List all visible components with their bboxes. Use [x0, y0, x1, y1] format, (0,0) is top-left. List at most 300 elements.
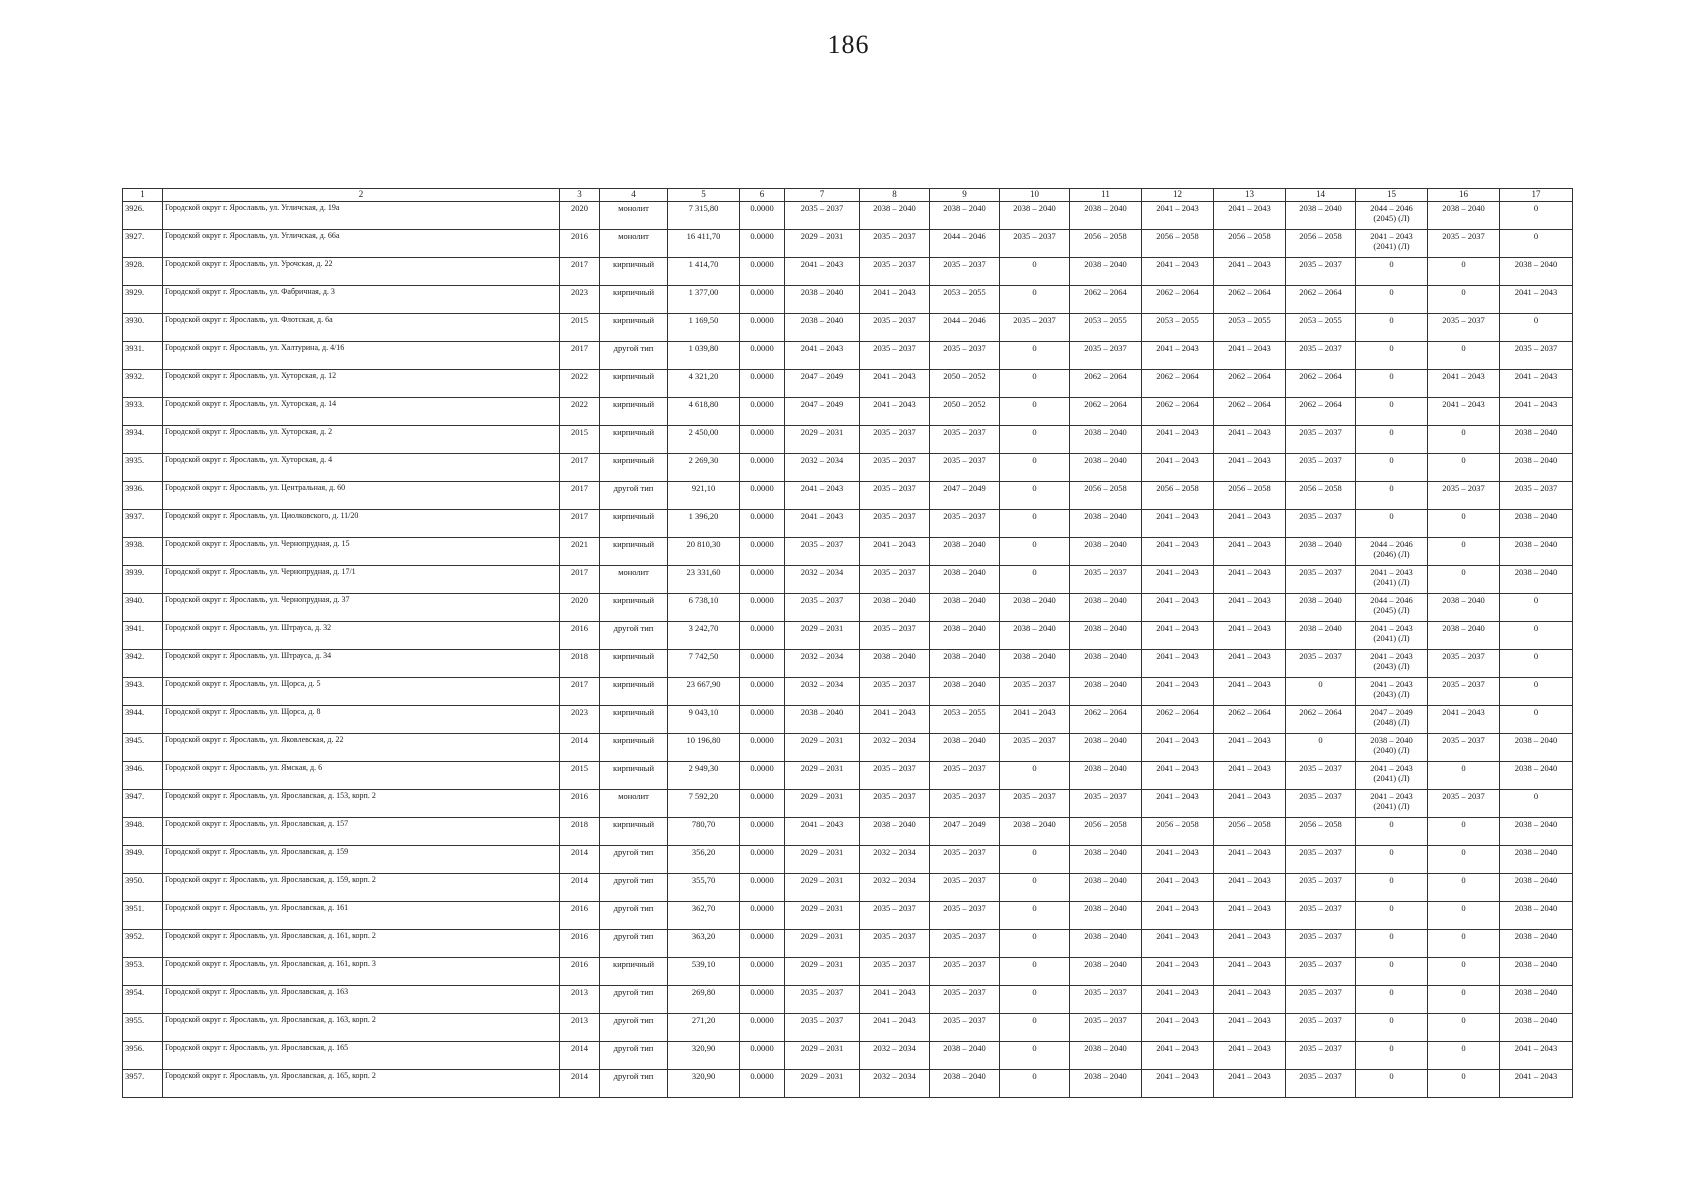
period-col-16-cell: 0	[1428, 930, 1500, 958]
coefficient-cell: 0.0000	[740, 902, 785, 930]
period-col-11-cell: 2038 – 2040	[1070, 678, 1142, 706]
period-col-8-cell: 2035 – 2037	[860, 566, 930, 594]
period-col-8-cell: 2035 – 2037	[860, 678, 930, 706]
period-col-13-cell: 2041 – 2043	[1214, 930, 1286, 958]
coefficient-cell: 0.0000	[740, 734, 785, 762]
period-col-13-cell: 2062 – 2064	[1214, 706, 1286, 734]
period-col-16-cell: 2035 – 2037	[1428, 482, 1500, 510]
period-col-11-cell: 2062 – 2064	[1070, 370, 1142, 398]
period-col-9-cell: 2035 – 2037	[930, 986, 1000, 1014]
period-col-9-cell: 2035 – 2037	[930, 846, 1000, 874]
record-number-cell: 3935.	[123, 454, 163, 482]
record-number-cell: 3955.	[123, 1014, 163, 1042]
period-col-14-cell: 2035 – 2037	[1286, 762, 1356, 790]
period-col-17-cell: 0	[1500, 594, 1573, 622]
period-col-17-cell: 2038 – 2040	[1500, 510, 1573, 538]
period-col-17-cell: 0	[1500, 230, 1573, 258]
period-col-14-cell: 2035 – 2037	[1286, 650, 1356, 678]
period-col-7-cell: 2032 – 2034	[785, 566, 860, 594]
wall-material-cell: кирпичный	[600, 258, 668, 286]
period-col-10-cell: 2041 – 2043	[1000, 706, 1070, 734]
period-col-12-cell: 2041 – 2043	[1142, 454, 1214, 482]
period-col-15-cell: 2041 – 2043 (2041) (Л)	[1356, 622, 1428, 650]
table-row	[123, 538, 1573, 566]
table-row	[123, 790, 1573, 818]
area-cell: 3 242,70	[668, 622, 740, 650]
table-row	[123, 482, 1573, 510]
wall-material-cell: кирпичный	[600, 706, 668, 734]
period-col-13-cell: 2041 – 2043	[1214, 342, 1286, 370]
address-cell: Городской округ г. Ярославль, ул. Хуторская, д. 4	[163, 454, 560, 482]
period-col-17-cell: 2038 – 2040	[1500, 958, 1573, 986]
table-row	[123, 398, 1573, 426]
period-col-9-cell: 2035 – 2037	[930, 342, 1000, 370]
table-row	[123, 622, 1573, 650]
coefficient-cell: 0.0000	[740, 622, 785, 650]
area-cell: 269,80	[668, 986, 740, 1014]
period-col-16-cell: 0	[1428, 510, 1500, 538]
period-col-17-cell: 2038 – 2040	[1500, 454, 1573, 482]
record-number-cell: 3926.	[123, 202, 163, 230]
period-col-14-cell: 2035 – 2037	[1286, 342, 1356, 370]
period-col-16-cell: 2035 – 2037	[1428, 790, 1500, 818]
wall-material-cell: кирпичный	[600, 762, 668, 790]
period-col-8-cell: 2035 – 2037	[860, 258, 930, 286]
period-col-14-cell: 2035 – 2037	[1286, 566, 1356, 594]
table-row	[123, 986, 1573, 1014]
period-col-17-cell: 2041 – 2043	[1500, 370, 1573, 398]
period-col-7-cell: 2029 – 2031	[785, 1042, 860, 1070]
period-col-15-cell: 0	[1356, 1042, 1428, 1070]
period-col-17-cell: 2038 – 2040	[1500, 986, 1573, 1014]
wall-material-cell: монолит	[600, 790, 668, 818]
period-col-15-cell: 2041 – 2043 (2041) (Л)	[1356, 790, 1428, 818]
period-col-12-cell: 2053 – 2055	[1142, 314, 1214, 342]
coefficient-cell: 0.0000	[740, 874, 785, 902]
address-cell: Городской округ г. Ярославль, ул. Ярославская, д. 161, корп. 2	[163, 930, 560, 958]
period-col-7-cell: 2041 – 2043	[785, 510, 860, 538]
year-cell: 2017	[560, 510, 600, 538]
page-number: 186	[827, 30, 870, 59]
year-cell: 2015	[560, 426, 600, 454]
period-col-9-cell: 2053 – 2055	[930, 706, 1000, 734]
address-cell: Городской округ г. Ярославль, ул. Ямская, д. 6	[163, 762, 560, 790]
period-col-17-cell: 2038 – 2040	[1500, 566, 1573, 594]
period-col-16-cell: 2041 – 2043	[1428, 706, 1500, 734]
record-number-cell: 3937.	[123, 510, 163, 538]
period-col-13-cell: 2041 – 2043	[1214, 1070, 1286, 1098]
period-col-14-cell: 2038 – 2040	[1286, 594, 1356, 622]
coefficient-cell: 0.0000	[740, 202, 785, 230]
address-cell: Городской округ г. Ярославль, ул. Штрауса, д. 32	[163, 622, 560, 650]
period-col-15-cell: 0	[1356, 314, 1428, 342]
period-col-13-cell: 2041 – 2043	[1214, 958, 1286, 986]
period-col-12-cell: 2056 – 2058	[1142, 482, 1214, 510]
address-cell: Городской округ г. Ярославль, ул. Циолковского, д. 11/20	[163, 510, 560, 538]
coefficient-cell: 0.0000	[740, 1014, 785, 1042]
area-cell: 355,70	[668, 874, 740, 902]
wall-material-cell: кирпичный	[600, 650, 668, 678]
period-col-13-cell: 2041 – 2043	[1214, 454, 1286, 482]
period-col-16-cell: 0	[1428, 426, 1500, 454]
period-col-12-cell: 2041 – 2043	[1142, 734, 1214, 762]
period-col-9-cell: 2038 – 2040	[930, 566, 1000, 594]
coefficient-cell: 0.0000	[740, 482, 785, 510]
year-cell: 2023	[560, 286, 600, 314]
record-number-cell: 3952.	[123, 930, 163, 958]
address-cell: Городской округ г. Ярославль, ул. Ярославская, д. 161	[163, 902, 560, 930]
period-col-14-cell: 2035 – 2037	[1286, 790, 1356, 818]
year-cell: 2015	[560, 314, 600, 342]
period-col-8-cell: 2041 – 2043	[860, 286, 930, 314]
wall-material-cell: кирпичный	[600, 286, 668, 314]
period-col-16-cell: 0	[1428, 958, 1500, 986]
year-cell: 2017	[560, 258, 600, 286]
table-row	[123, 566, 1573, 594]
year-cell: 2016	[560, 902, 600, 930]
period-col-13-cell: 2062 – 2064	[1214, 286, 1286, 314]
period-col-8-cell: 2035 – 2037	[860, 482, 930, 510]
period-col-9-cell: 2038 – 2040	[930, 1042, 1000, 1070]
period-col-16-cell: 2041 – 2043	[1428, 370, 1500, 398]
period-col-16-cell: 2038 – 2040	[1428, 594, 1500, 622]
period-col-11-cell: 2053 – 2055	[1070, 314, 1142, 342]
address-cell: Городской округ г. Ярославль, ул. Угличская, д. 66а	[163, 230, 560, 258]
period-col-8-cell: 2041 – 2043	[860, 706, 930, 734]
period-col-9-cell: 2035 – 2037	[930, 874, 1000, 902]
table-row	[123, 370, 1573, 398]
year-cell: 2022	[560, 370, 600, 398]
period-col-14-cell: 2035 – 2037	[1286, 426, 1356, 454]
table-row	[123, 902, 1573, 930]
period-col-12-cell: 2041 – 2043	[1142, 930, 1214, 958]
period-col-10-cell: 2038 – 2040	[1000, 622, 1070, 650]
year-cell: 2014	[560, 1042, 600, 1070]
period-col-8-cell: 2035 – 2037	[860, 230, 930, 258]
address-cell: Городской округ г. Ярославль, ул. Чернопрудная, д. 37	[163, 594, 560, 622]
period-col-11-cell: 2038 – 2040	[1070, 1070, 1142, 1098]
record-number-cell: 3939.	[123, 566, 163, 594]
period-col-12-cell: 2062 – 2064	[1142, 370, 1214, 398]
address-cell: Городской округ г. Ярославль, ул. Хуторская, д. 2	[163, 426, 560, 454]
period-col-14-cell: 2062 – 2064	[1286, 398, 1356, 426]
period-col-17-cell: 0	[1500, 650, 1573, 678]
area-cell: 16 411,70	[668, 230, 740, 258]
period-col-17-cell: 0	[1500, 706, 1573, 734]
area-cell: 271,20	[668, 1014, 740, 1042]
period-col-9-cell: 2038 – 2040	[930, 202, 1000, 230]
period-col-12-cell: 2041 – 2043	[1142, 958, 1214, 986]
period-col-11-cell: 2062 – 2064	[1070, 398, 1142, 426]
period-col-15-cell: 2041 – 2043 (2041) (Л)	[1356, 566, 1428, 594]
period-col-8-cell: 2041 – 2043	[860, 986, 930, 1014]
wall-material-cell: кирпичный	[600, 958, 668, 986]
period-col-12-cell: 2041 – 2043	[1142, 258, 1214, 286]
period-col-8-cell: 2041 – 2043	[860, 370, 930, 398]
period-col-14-cell: 2035 – 2037	[1286, 874, 1356, 902]
period-col-12-cell: 2041 – 2043	[1142, 1070, 1214, 1098]
period-col-15-cell: 0	[1356, 986, 1428, 1014]
year-cell: 2021	[560, 538, 600, 566]
period-col-15-cell: 0	[1356, 1014, 1428, 1042]
period-col-13-cell: 2041 – 2043	[1214, 650, 1286, 678]
period-col-10-cell: 2038 – 2040	[1000, 594, 1070, 622]
period-col-10-cell: 0	[1000, 538, 1070, 566]
area-cell: 363,20	[668, 930, 740, 958]
table-row	[123, 1042, 1573, 1070]
period-col-9-cell: 2035 – 2037	[930, 1014, 1000, 1042]
area-cell: 1 396,20	[668, 510, 740, 538]
area-cell: 6 738,10	[668, 594, 740, 622]
period-col-15-cell: 0	[1356, 398, 1428, 426]
period-col-13-cell: 2041 – 2043	[1214, 258, 1286, 286]
period-col-16-cell: 0	[1428, 846, 1500, 874]
column-header: 11	[1070, 189, 1142, 202]
column-header: 5	[668, 189, 740, 202]
table-body	[123, 202, 1573, 1098]
period-col-16-cell: 2035 – 2037	[1428, 650, 1500, 678]
address-cell: Городской округ г. Ярославль, ул. Ярославская, д. 163	[163, 986, 560, 1014]
period-col-17-cell: 2038 – 2040	[1500, 818, 1573, 846]
address-cell: Городской округ г. Ярославль, ул. Хуторская, д. 12	[163, 370, 560, 398]
period-col-9-cell: 2050 – 2052	[930, 398, 1000, 426]
period-col-15-cell: 0	[1356, 874, 1428, 902]
period-col-10-cell: 0	[1000, 846, 1070, 874]
year-cell: 2018	[560, 650, 600, 678]
period-col-8-cell: 2032 – 2034	[860, 846, 930, 874]
coefficient-cell: 0.0000	[740, 958, 785, 986]
period-col-10-cell: 2038 – 2040	[1000, 650, 1070, 678]
period-col-7-cell: 2029 – 2031	[785, 874, 860, 902]
coefficient-cell: 0.0000	[740, 930, 785, 958]
period-col-13-cell: 2041 – 2043	[1214, 762, 1286, 790]
period-col-16-cell: 0	[1428, 454, 1500, 482]
period-col-13-cell: 2041 – 2043	[1214, 1014, 1286, 1042]
period-col-12-cell: 2062 – 2064	[1142, 706, 1214, 734]
coefficient-cell: 0.0000	[740, 454, 785, 482]
period-col-14-cell: 2035 – 2037	[1286, 846, 1356, 874]
period-col-17-cell: 0	[1500, 790, 1573, 818]
period-col-8-cell: 2041 – 2043	[860, 538, 930, 566]
column-header: 7	[785, 189, 860, 202]
record-number-cell: 3941.	[123, 622, 163, 650]
column-header: 2	[163, 189, 560, 202]
period-col-13-cell: 2041 – 2043	[1214, 678, 1286, 706]
period-col-17-cell: 2035 – 2037	[1500, 342, 1573, 370]
period-col-7-cell: 2032 – 2034	[785, 678, 860, 706]
period-col-8-cell: 2038 – 2040	[860, 818, 930, 846]
period-col-11-cell: 2038 – 2040	[1070, 846, 1142, 874]
period-col-16-cell: 0	[1428, 286, 1500, 314]
column-header: 15	[1356, 189, 1428, 202]
period-col-10-cell: 0	[1000, 398, 1070, 426]
table-row	[123, 930, 1573, 958]
period-col-16-cell: 0	[1428, 986, 1500, 1014]
area-cell: 1 039,80	[668, 342, 740, 370]
period-col-13-cell: 2041 – 2043	[1214, 566, 1286, 594]
period-col-14-cell: 2035 – 2037	[1286, 1042, 1356, 1070]
wall-material-cell: другой тип	[600, 902, 668, 930]
period-col-12-cell: 2041 – 2043	[1142, 510, 1214, 538]
period-col-9-cell: 2044 – 2046	[930, 314, 1000, 342]
year-cell: 2014	[560, 1070, 600, 1098]
period-col-8-cell: 2038 – 2040	[860, 594, 930, 622]
year-cell: 2020	[560, 594, 600, 622]
coefficient-cell: 0.0000	[740, 538, 785, 566]
year-cell: 2018	[560, 818, 600, 846]
area-cell: 1 414,70	[668, 258, 740, 286]
period-col-17-cell: 2038 – 2040	[1500, 874, 1573, 902]
period-col-17-cell: 2038 – 2040	[1500, 902, 1573, 930]
period-col-10-cell: 0	[1000, 762, 1070, 790]
period-col-7-cell: 2047 – 2049	[785, 370, 860, 398]
period-col-10-cell: 2035 – 2037	[1000, 678, 1070, 706]
address-cell: Городской округ г. Ярославль, ул. Ярославская, д. 159, корп. 2	[163, 874, 560, 902]
table-row	[123, 650, 1573, 678]
period-col-13-cell: 2062 – 2064	[1214, 398, 1286, 426]
period-col-11-cell: 2035 – 2037	[1070, 790, 1142, 818]
period-col-10-cell: 0	[1000, 426, 1070, 454]
address-cell: Городской округ г. Ярославль, ул. Фабричная, д. 3	[163, 286, 560, 314]
wall-material-cell: кирпичный	[600, 594, 668, 622]
period-col-15-cell: 2044 – 2046 (2046) (Л)	[1356, 538, 1428, 566]
period-col-9-cell: 2053 – 2055	[930, 286, 1000, 314]
table-row	[123, 510, 1573, 538]
period-col-7-cell: 2038 – 2040	[785, 314, 860, 342]
period-col-9-cell: 2035 – 2037	[930, 790, 1000, 818]
period-col-7-cell: 2029 – 2031	[785, 762, 860, 790]
area-cell: 7 315,80	[668, 202, 740, 230]
area-cell: 1 169,50	[668, 314, 740, 342]
coefficient-cell: 0.0000	[740, 818, 785, 846]
period-col-11-cell: 2035 – 2037	[1070, 1014, 1142, 1042]
period-col-10-cell: 2035 – 2037	[1000, 230, 1070, 258]
area-cell: 320,90	[668, 1042, 740, 1070]
column-header: 12	[1142, 189, 1214, 202]
area-cell: 4 321,20	[668, 370, 740, 398]
period-col-8-cell: 2032 – 2034	[860, 734, 930, 762]
area-cell: 7 592,20	[668, 790, 740, 818]
period-col-16-cell: 2038 – 2040	[1428, 622, 1500, 650]
column-header: 3	[560, 189, 600, 202]
period-col-15-cell: 2047 – 2049 (2048) (Л)	[1356, 706, 1428, 734]
period-col-13-cell: 2041 – 2043	[1214, 622, 1286, 650]
period-col-11-cell: 2038 – 2040	[1070, 1042, 1142, 1070]
period-col-9-cell: 2035 – 2037	[930, 258, 1000, 286]
column-header: 14	[1286, 189, 1356, 202]
record-number-cell: 3928.	[123, 258, 163, 286]
period-col-11-cell: 2056 – 2058	[1070, 482, 1142, 510]
period-col-9-cell: 2047 – 2049	[930, 482, 1000, 510]
period-col-17-cell: 0	[1500, 202, 1573, 230]
period-col-13-cell: 2056 – 2058	[1214, 230, 1286, 258]
table-row	[123, 762, 1573, 790]
period-col-16-cell: 0	[1428, 1014, 1500, 1042]
wall-material-cell: кирпичный	[600, 370, 668, 398]
period-col-14-cell: 2038 – 2040	[1286, 622, 1356, 650]
period-col-10-cell: 0	[1000, 482, 1070, 510]
period-col-11-cell: 2062 – 2064	[1070, 706, 1142, 734]
period-col-17-cell: 2038 – 2040	[1500, 258, 1573, 286]
period-col-13-cell: 2041 – 2043	[1214, 510, 1286, 538]
area-cell: 356,20	[668, 846, 740, 874]
period-col-15-cell: 0	[1356, 958, 1428, 986]
table-row	[123, 846, 1573, 874]
period-col-7-cell: 2047 – 2049	[785, 398, 860, 426]
area-cell: 362,70	[668, 902, 740, 930]
period-col-17-cell: 2038 – 2040	[1500, 1014, 1573, 1042]
record-number-cell: 3936.	[123, 482, 163, 510]
period-col-8-cell: 2041 – 2043	[860, 398, 930, 426]
column-header: 4	[600, 189, 668, 202]
table-row	[123, 706, 1573, 734]
address-cell: Городской округ г. Ярославль, ул. Яковлевская, д. 22	[163, 734, 560, 762]
period-col-7-cell: 2041 – 2043	[785, 482, 860, 510]
period-col-15-cell: 0	[1356, 846, 1428, 874]
period-col-10-cell: 0	[1000, 510, 1070, 538]
period-col-16-cell: 0	[1428, 762, 1500, 790]
address-cell: Городской округ г. Ярославль, ул. Щорса, д. 5	[163, 678, 560, 706]
table-row	[123, 818, 1573, 846]
address-cell: Городской округ г. Ярославль, ул. Ярославская, д. 165, корп. 2	[163, 1070, 560, 1098]
wall-material-cell: кирпичный	[600, 314, 668, 342]
period-col-14-cell: 2035 – 2037	[1286, 510, 1356, 538]
address-cell: Городской округ г. Ярославль, ул. Щорса, д. 8	[163, 706, 560, 734]
period-col-12-cell: 2041 – 2043	[1142, 846, 1214, 874]
period-col-9-cell: 2035 – 2037	[930, 510, 1000, 538]
column-header: 9	[930, 189, 1000, 202]
period-col-17-cell: 0	[1500, 622, 1573, 650]
year-cell: 2015	[560, 762, 600, 790]
period-col-12-cell: 2041 – 2043	[1142, 874, 1214, 902]
period-col-8-cell: 2035 – 2037	[860, 314, 930, 342]
period-col-9-cell: 2047 – 2049	[930, 818, 1000, 846]
coefficient-cell: 0.0000	[740, 846, 785, 874]
period-col-9-cell: 2044 – 2046	[930, 230, 1000, 258]
period-col-17-cell: 2041 – 2043	[1500, 286, 1573, 314]
period-col-7-cell: 2029 – 2031	[785, 958, 860, 986]
period-col-10-cell: 2038 – 2040	[1000, 202, 1070, 230]
record-number-cell: 3931.	[123, 342, 163, 370]
period-col-11-cell: 2038 – 2040	[1070, 762, 1142, 790]
period-col-13-cell: 2041 – 2043	[1214, 986, 1286, 1014]
period-col-9-cell: 2038 – 2040	[930, 650, 1000, 678]
period-col-7-cell: 2035 – 2037	[785, 986, 860, 1014]
period-col-7-cell: 2032 – 2034	[785, 650, 860, 678]
period-col-12-cell: 2062 – 2064	[1142, 398, 1214, 426]
period-col-11-cell: 2038 – 2040	[1070, 454, 1142, 482]
wall-material-cell: монолит	[600, 202, 668, 230]
year-cell: 2020	[560, 202, 600, 230]
column-header: 16	[1428, 189, 1500, 202]
period-col-11-cell: 2038 – 2040	[1070, 510, 1142, 538]
period-col-10-cell: 0	[1000, 454, 1070, 482]
record-number-cell: 3938.	[123, 538, 163, 566]
record-number-cell: 3951.	[123, 902, 163, 930]
period-col-14-cell: 2056 – 2058	[1286, 230, 1356, 258]
table-row	[123, 1070, 1573, 1098]
column-header: 17	[1500, 189, 1573, 202]
period-col-15-cell: 0	[1356, 370, 1428, 398]
wall-material-cell: кирпичный	[600, 678, 668, 706]
period-col-14-cell: 2035 – 2037	[1286, 986, 1356, 1014]
period-col-15-cell: 2044 – 2046 (2045) (Л)	[1356, 594, 1428, 622]
wall-material-cell: кирпичный	[600, 510, 668, 538]
period-col-10-cell: 2035 – 2037	[1000, 314, 1070, 342]
table-row	[123, 594, 1573, 622]
coefficient-cell: 0.0000	[740, 986, 785, 1014]
period-col-13-cell: 2041 – 2043	[1214, 902, 1286, 930]
